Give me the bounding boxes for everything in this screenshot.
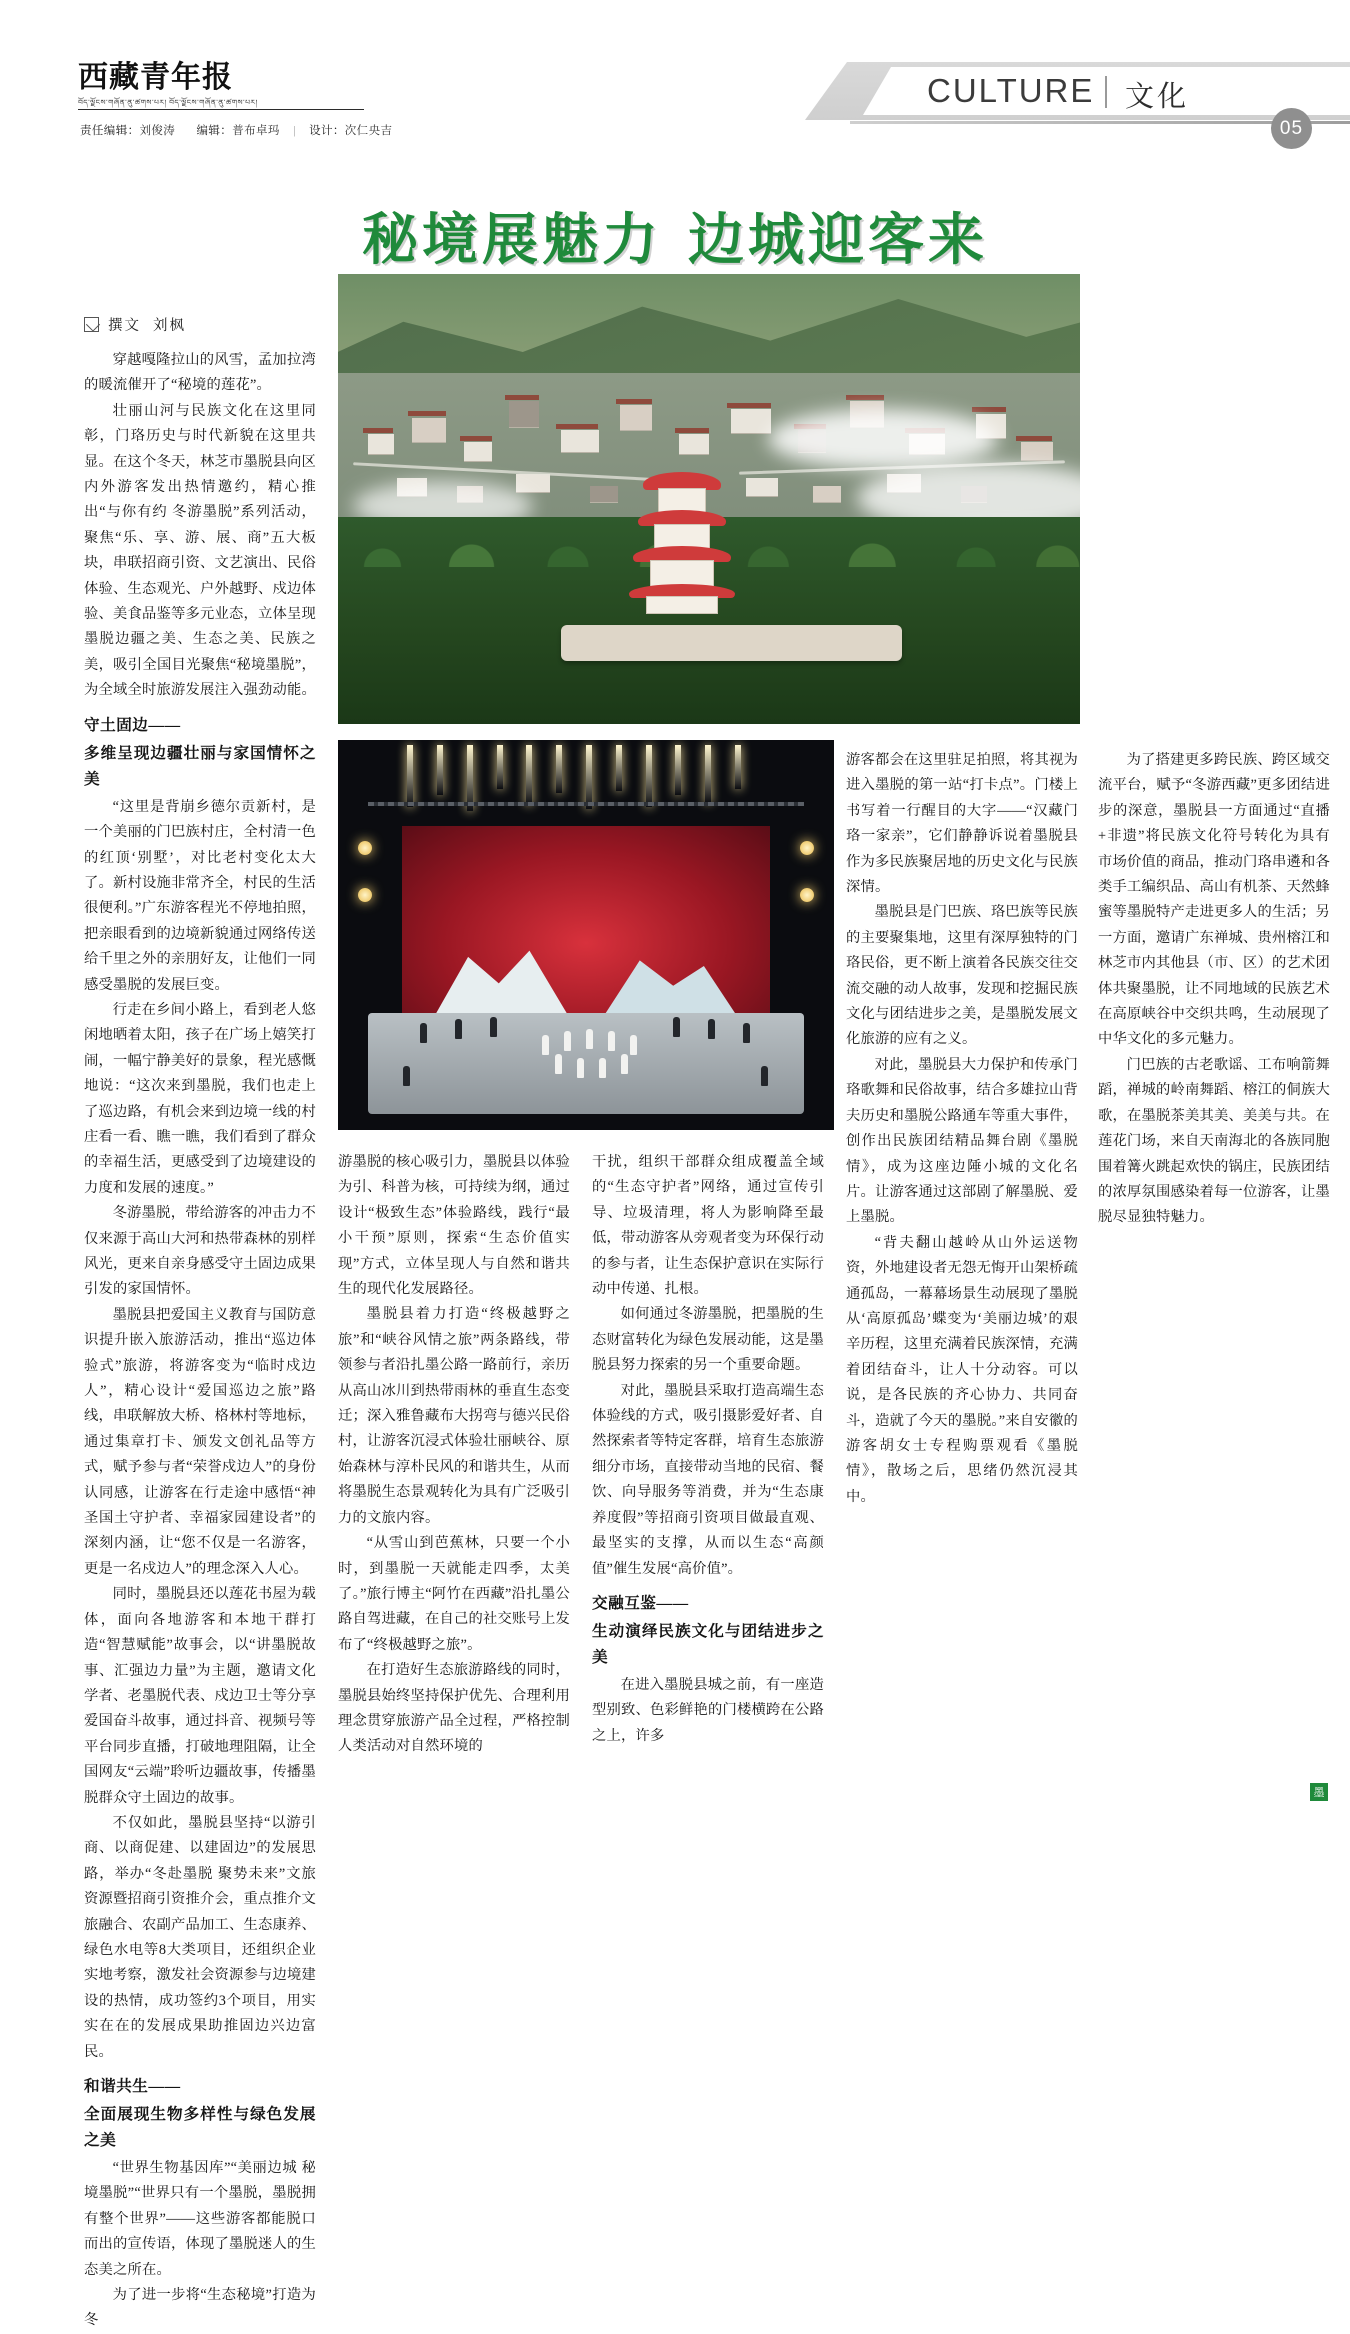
article-paragraph: 行走在乡间小路上，看到老人悠闲地晒着太阳，孩子在广场上嬉笑打闹，一幅宁静美好的景象，程光感慨地说：“这次来到墨脱，我们也走上了巡边路，有机会来到边境一线的村庄看一看、瞧一瞧，我们看到了群众的幸福生活，更感受到了边境建设的力度和发展的速度。” [84, 1001, 316, 1196]
credits-line [80, 122, 392, 138]
photo-pagoda-tower [627, 472, 737, 612]
article-paragraph: 不仅如此，墨脱县坚持“以游引商、以商促建、以建固边”的发展思路，举办“冬赴墨脱 聚势未来”文旅资源暨招商引资推介会，重点推介文旅融合、农副产品加工、生态康养、绿色水电等8大类项目，还组织企业实地考察，激发社会资源参与边境建设的热情，成功签约3个项目，用实实在在的发展成果助推固边兴边富民。 [84, 1814, 316, 2060]
section-divider [1105, 76, 1107, 108]
credits-divider: | [293, 125, 296, 137]
byline-author: 刘枫 [153, 318, 186, 334]
article-paragraph: 穿越嘎隆拉山的风雪，孟加拉湾的暖流催开了“秘境的莲花”。 [84, 352, 316, 394]
designer-value: 次仁央吉 [344, 125, 393, 137]
page-number-badge: 05 [1271, 108, 1312, 149]
section-name-cn: 文化 [1125, 81, 1190, 113]
article-paragraph: 为了搭建更多跨民族、跨区域交流平台，赋予“冬游西藏”更多团结进步的深意，墨脱县一方面通过“直播+非遗”将民族文化符号转化为具有市场价值的商品，推动门珞串遴和各类手工编织品、高山有机茶、天然蜂蜜等墨脱特产走进更多人的生活；另一方面，邀请广东禅城、贵州榕江和林芝市内其他县（市、区）的艺术团体共聚墨脱，让不同地域的民族艺术在高原峡谷中交织共鸣，生动展现了中华文化的多元魅力。 [1098, 752, 1330, 1048]
article-paragraph: “世界生物基因库”“美丽边城 秘境墨脱”“世界只有一个墨脱，墨脱拥有整个世界”——这些游客都能脱口而出的宣传语，体现了墨脱迷人的生态美之所在。 [84, 2160, 316, 2278]
editor-in-charge-value: 刘俊涛 [139, 125, 176, 137]
article-paragraph: “这里是背崩乡德尔贡新村，是一个美丽的门巴族村庄，全村清一色的红顶‘别墅’，对比老村变化太大了。新村设施非常齐全，村民的生活很便利。”广东游客程光不停地拍照，把亲眼看到的边境新貌通过网络传送给千里之外的亲朋好友，让他们一同感受墨脱的发展巨变。 [84, 798, 316, 993]
article-column-1 [84, 348, 316, 2334]
article-paragraph: 游墨脱的核心吸引力，墨脱县以体验为引、科普为核，可持续为纲，通过设计“极致生态”体验路线，践行“最小干预”原则，探索“生态价值实现”方式，立体呈现人与自然和谐共生的现代化发展路径。 [338, 1154, 570, 1298]
pen-icon [84, 317, 99, 332]
photo-mountain-set-left [432, 943, 571, 1021]
article-column-2 [338, 1150, 570, 1760]
motuo-county-town-aerial-photo [338, 274, 1080, 724]
article-paragraph: 在打造好生态旅游路线的同时，墨脱县始终坚持保护优先、合理利用理念贯穿旅游产品全过程，严格控制人类活动对自然环境的 [338, 1662, 570, 1755]
article-paragraph: 门巴族的古老歌谣、工布响箭舞蹈，禅城的岭南舞蹈、榕江的侗族大歌，在墨脱茶美其美、美美与共。在莲花门场，来自天南海北的各族同胞围着篝火跳起欢快的锅庄，民族团结的浓厚氛围感染着每一位游客，让墨脱尽显独特魅力。 [1098, 1056, 1330, 1226]
article-paragraph: 如何通过冬游墨脱，把墨脱的生态财富转化为绿色发展动能，这是墨脱县努力探索的另一个重要命题。 [592, 1306, 824, 1374]
article-paragraph: 游客都会在这里驻足拍照，将其视为进入墨脱的第一站“打卡点”。门楼上书写着一行醒目的大字——“汉藏门珞一家亲”，它们静静诉说着墨脱县作为多民族聚居地的历史文化与民族深情。 [846, 752, 1078, 896]
article-paragraph: “背夫翻山越岭从山外运送物资，外地建设者无怨无悔开山架桥疏通孤岛，一幕幕场景生动展现了墨脱从‘高原孤岛’蝶变为‘美丽边城’的艰辛历程，这里充满着民族深情，充满着团结奋斗，让人十分动容。可以说，是各民族的齐心协力、共同奋斗，造就了今天的墨脱。”来自安徽的游客胡女士专程购票观看《墨脱情》，散场之后，思绪仍然沉浸其中。 [846, 1234, 1078, 1505]
photo-lighting-truss [368, 802, 804, 806]
article-paragraph: 墨脱县是门巴族、珞巴族等民族的主要聚集地，这里有深厚独特的门珞民俗，更不断上演着各民族交往交流交融的动人故事，发现和挖掘民族文化与团结进步之美，是墨脱发展文化旅游的应有之义。 [846, 904, 1078, 1048]
article-column-3 [592, 1150, 824, 1749]
photo-mist [768, 409, 998, 469]
article-subheading: 交融互鉴—— [592, 1594, 689, 1612]
newspaper-name-cn: 西藏青年报 [78, 61, 233, 94]
article-subheading: 多维呈现边疆壮丽与家国情怀之美 [84, 744, 316, 788]
publisher-seal: 墨 [1310, 1783, 1328, 1801]
newspaper-name-tibetan: བོད་ལྗོངས་གཞོན་ནུ་ཚགས་པར། བོད་ལྗོངས་གཞོན་ནུ་ཚགས་པར། [78, 97, 258, 106]
designer-label: 设计： [309, 125, 345, 137]
logo-divider [78, 109, 364, 110]
article-paragraph: 对此，墨脱县大力保护和传承门珞歌舞和民俗故事，结合多雄拉山背夫历史和墨脱公路通车等重大事件，创作出民族团结精品舞台剧《墨脱情》，成为这座边陲小城的文化名片。让游客通过这部剧了解墨脱、爱上墨脱。 [846, 1056, 1078, 1226]
article-subheading: 全面展现生物多样性与绿色发展之美 [84, 2106, 316, 2149]
article-paragraph: 干扰，组织干部群众组成覆盖全域的“生态守护者”网络，通过宣传引导、垃圾清理，将人为影响降至最低，带动游客从旁观者变为环保行动的参与者，让生态保护意识在实际行动中传递、扎根。 [592, 1154, 824, 1298]
article-paragraph: 冬游墨脱，带给游客的冲击力不仅来源于高山大河和热带森林的别样风光，更来自亲身感受守土固边成果引发的家国情怀。 [84, 1205, 316, 1298]
photo-mountain-set-right [601, 951, 740, 1021]
article-paragraph: 在进入墨脱县城之前，有一座造型别致、色彩鲜艳的门楼横跨在公路之上，许多 [592, 1676, 824, 1744]
newspaper-logo [78, 62, 298, 108]
article-subheading: 守土固边—— [84, 716, 181, 734]
stage-performance-photo [338, 740, 834, 1130]
article-subheading: 生动演绎民族文化与团结进步之美 [592, 1622, 824, 1666]
article-paragraph: 对此，墨脱县采取打造高端生态体验线的方式，吸引摄影爱好者、自然探索者等特定客群，培育生态旅游细分市场，直接带动当地的民宿、餐饮、向导服务等消费，并为“生态康养度假”等招商引资项目做最直观、最坚实的支撑，从而以生态“高颜值”催生发展“高价值”。 [592, 1382, 824, 1577]
article-paragraph: 壮丽山河与民族文化在这里同彰，门珞历史与时代新貌在这里共显。在这个冬天，林芝市墨脱县向区内外游客发出热情邀约，精心推出“与你有约 冬游墨脱”系列活动，聚焦“乐、享、游、展、商”五大板块，串联招商引资、文艺演出、民俗体验、生态观光、户外越野、戍边体验、美食品鉴等多元业态，立体呈现墨脱边疆之美、生态之美、民族之美，吸引全国目光聚焦“秘境墨脱”，为全域全时旅游发展注入强劲动能。 [84, 402, 316, 699]
article-subheading: 和谐共生—— [84, 2078, 181, 2095]
section-banner [805, 62, 1350, 120]
headline-part-1: 秘境展魅力 [362, 210, 662, 272]
article-column-5 [1098, 748, 1330, 1231]
article-paragraph: “从雪山到芭蕉林，只要一个小时，到墨脱一天就能走四季，太美了。”旅行博主“阿竹在西藏”沿扎墨公路自驾进藏，在自己的社交账号上发布了“终极越野之旅”。 [338, 1535, 570, 1653]
article-paragraph: 墨脱县着力打造“终极越野之旅”和“峡谷风情之旅”两条路线，带领参与者沿扎墨公路一路前行，亲历从高山冰川到热带雨林的垂直生态变迁；深入雅鲁藏布大拐弯与德兴民俗村，让游客沉浸式体验壮丽峡谷、原始森林与淳朴民风的和谐共生，从而将墨脱生态景观转化为具有广泛吸引力的文旅内容。 [338, 1306, 570, 1526]
article-paragraph: 同时，墨脱县还以莲花书屋为载体，面向各地游客和本地干群打造“智慧赋能”故事会，以“讲墨脱故事、汇强边力量”为主题，邀请文化学者、老墨脱代表、戍边卫士等分享爱国奋斗故事，通过抖音、视频号等平台同步直播，打破地理阻隔，让全国网友“云端”聆听边疆故事，传播墨脱群众守土固边的故事。 [84, 1586, 316, 1806]
photo-viewing-platform [561, 625, 902, 661]
section-name-en: CULTURE [927, 72, 1095, 109]
byline-label: 撰文 [108, 318, 141, 334]
headline-part-2: 边城迎客来 [688, 210, 988, 272]
photo-stage-floor [368, 1013, 804, 1114]
editor-label: 编辑： [196, 125, 233, 137]
article-column-4 [846, 748, 1078, 1510]
photo-stage-backdrop [402, 826, 769, 1021]
article-paragraph: 为了进一步将“生态秘境”打造为冬 [84, 2287, 316, 2329]
editor-in-charge-label: 责任编辑： [80, 125, 140, 137]
byline [84, 314, 186, 335]
photo-spotlight [358, 888, 372, 902]
editor-value: 普布卓玛 [232, 125, 280, 137]
page-title [0, 196, 1350, 276]
article-paragraph: 墨脱县把爱国主义教育与国防意识提升嵌入旅游活动，推出“巡边体验式”旅游，将游客变为“临时戍边人”，精心设计“爱国巡边之旅”路线，串联解放大桥、格林村等地标，通过集章打卡、颁发文创礼品等方式，赋予参与者“荣誉戍边人”的身份认同感，让游客在行走途中感悟“神圣国土守护者、幸福家园建设者”的深刻内涵，让“您不仅是一名游客，更是一名戍边人”的理念深入人心。 [84, 1306, 316, 1577]
masthead [0, 0, 1350, 160]
